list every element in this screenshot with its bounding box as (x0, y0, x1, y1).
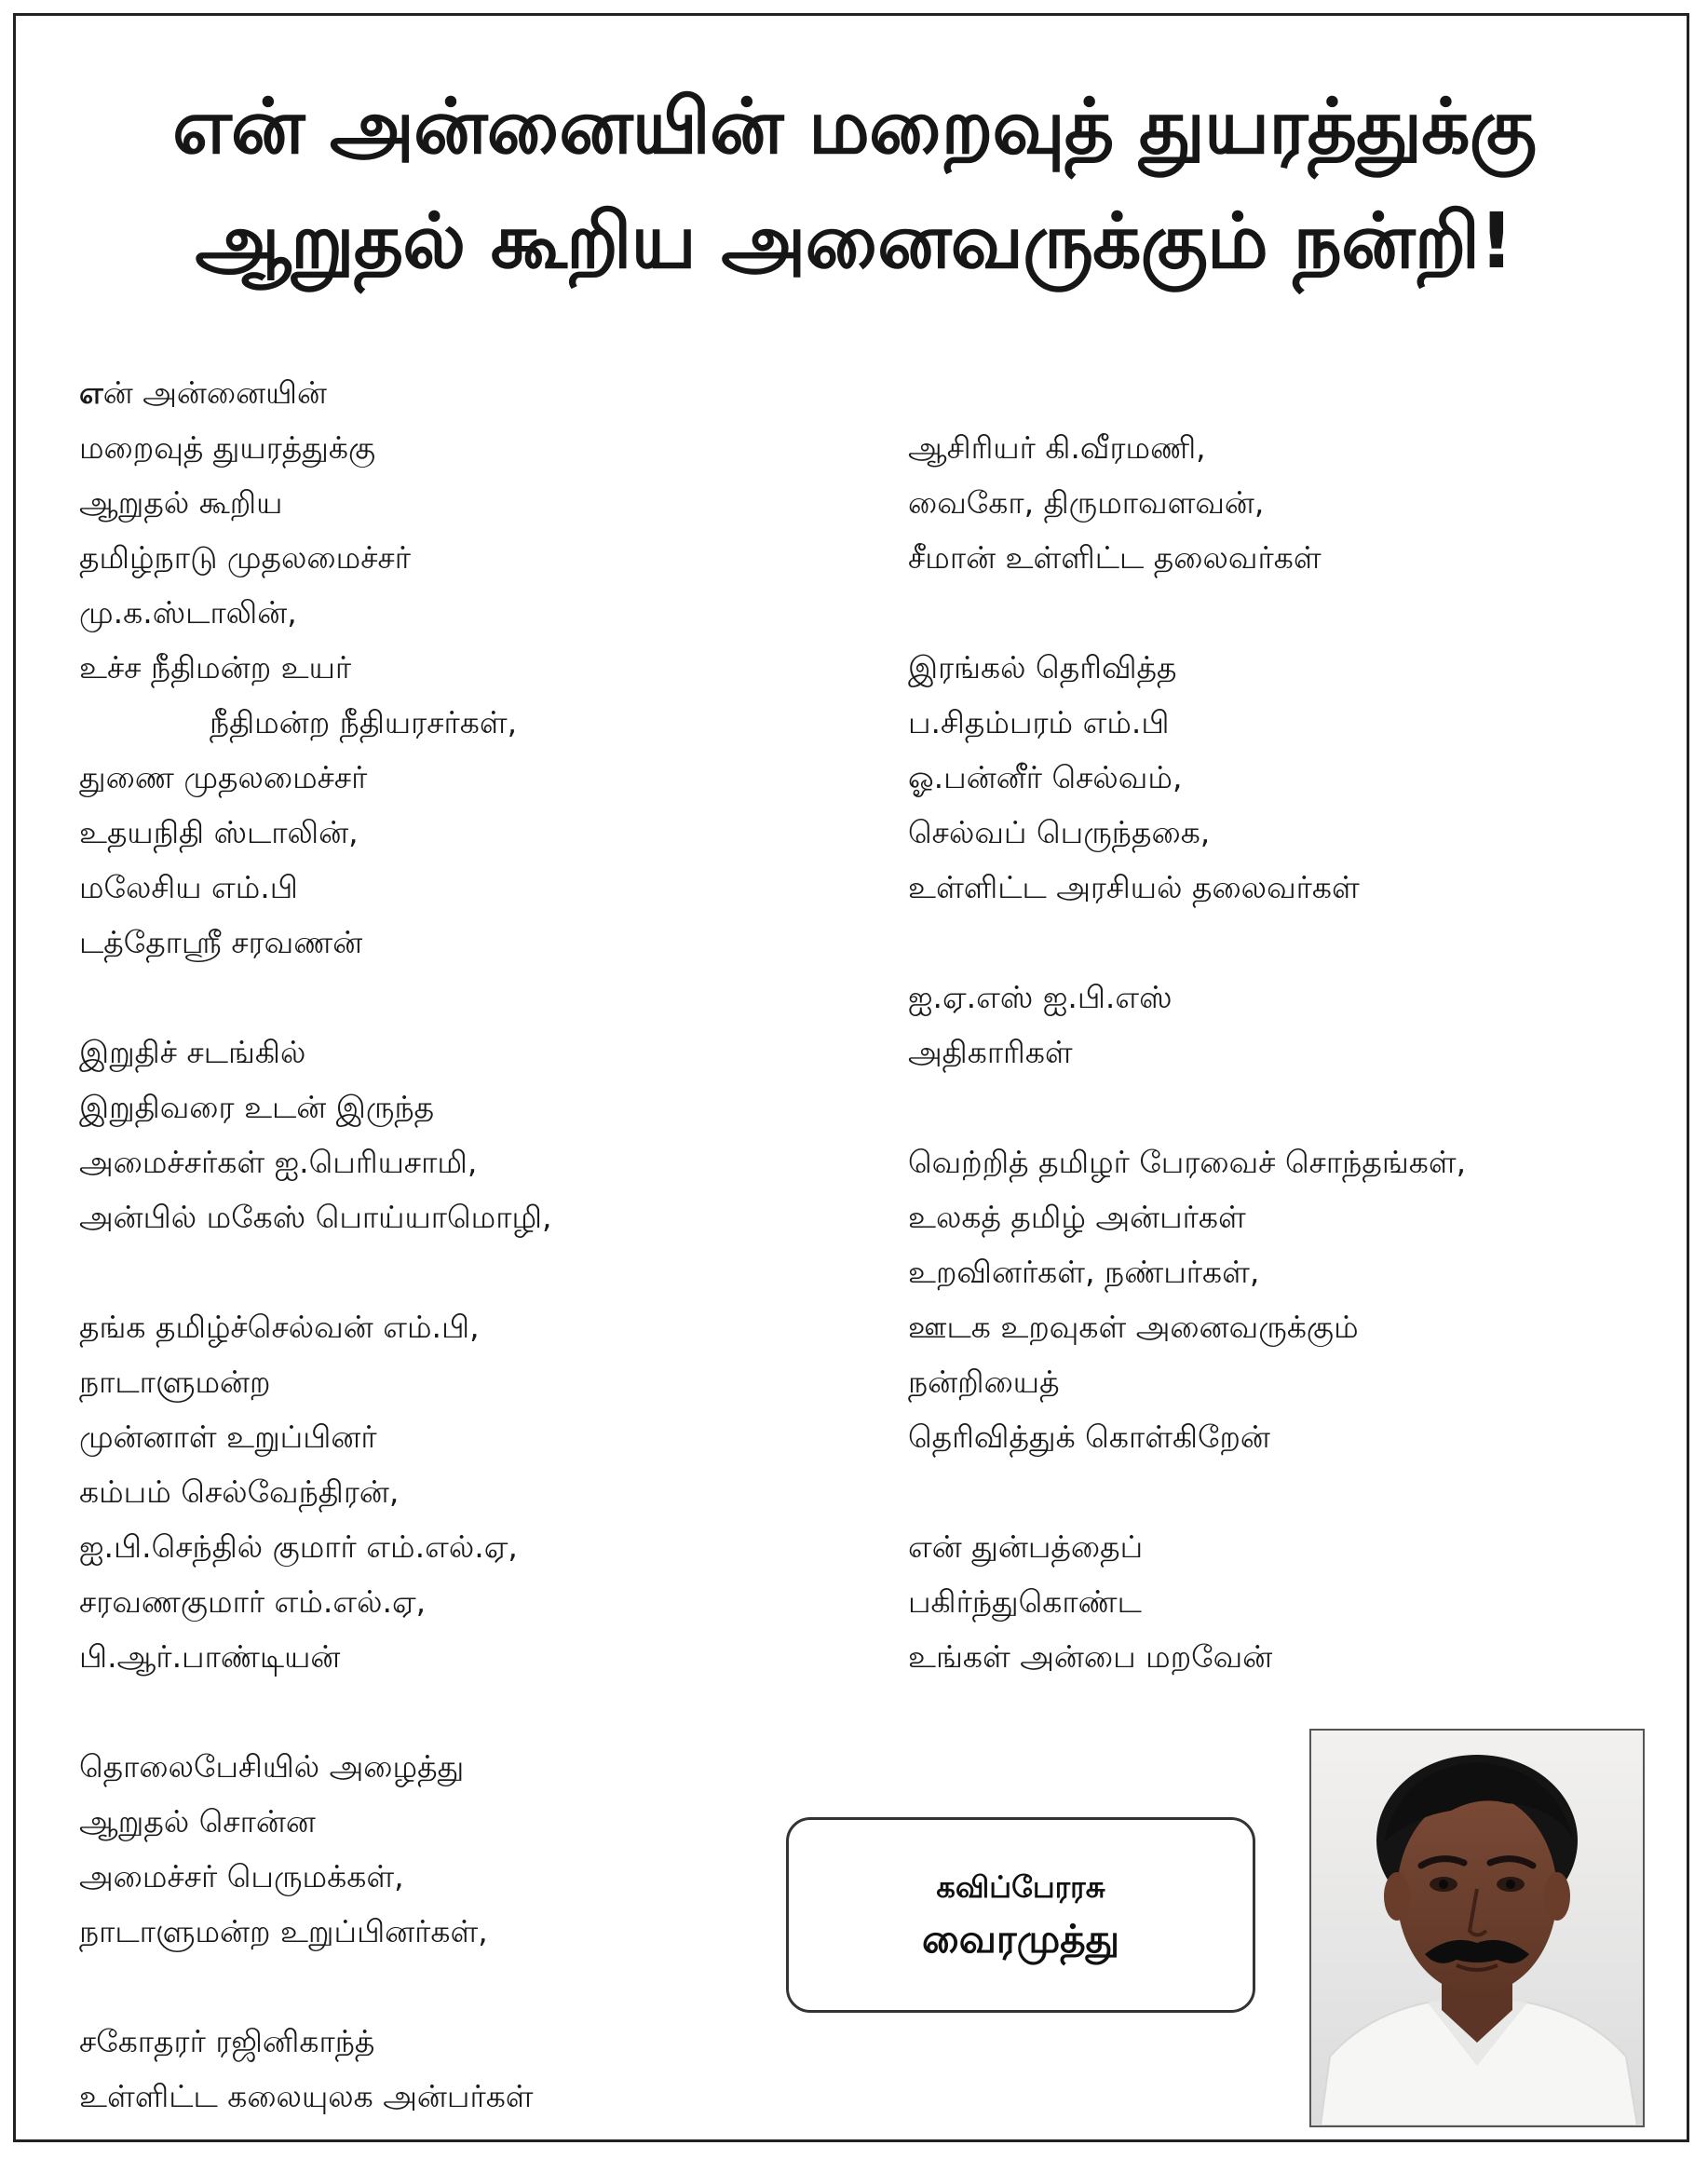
right-line (908, 1025, 1466, 1080)
signature-name: வைரமுத்து (921, 1916, 1120, 1962)
right-line (908, 695, 1466, 750)
line-text: நாடாளுமன்ற (79, 1364, 271, 1400)
spacer (908, 1080, 1466, 1134)
right-line (908, 1629, 1466, 1684)
left-line (79, 805, 551, 860)
line-text: டத்தோஸ்ரீ சரவணன் (79, 924, 363, 960)
signature-title: கவிப்பேரரசு (936, 1869, 1105, 1905)
line-text: தங்க தமிழ்ச்செல்வன் எம்.பி, (79, 1309, 480, 1345)
line-text: தொலைபேசியில் அழைத்து (79, 1748, 465, 1785)
left-line (79, 1189, 551, 1244)
line-text: பி.ஆர்.பாண்டியன் (79, 1638, 341, 1675)
right-line (908, 420, 1466, 475)
right-line (908, 860, 1466, 915)
left-line (79, 585, 551, 640)
spacer (79, 1959, 551, 2014)
left-line (79, 1080, 551, 1134)
left-line (79, 1519, 551, 1574)
line-text: உச்ச நீதிமன்ற உயர் (79, 649, 352, 686)
line-text: உள்ளிட்ட கலையுலக அன்பர்கள் (79, 2078, 534, 2114)
left-line (79, 695, 551, 750)
line-text: இறுதிவரை உடன் இருந்த (79, 1089, 435, 1125)
left-line (79, 1849, 551, 1904)
spacer (79, 1684, 551, 1739)
left-line (79, 915, 551, 970)
headline-line-1: என் அன்னையின் மறைவுத் துயரத்துக்கு (171, 83, 1536, 171)
line-text: ஆறுதல் சொன்ன (79, 1803, 316, 1840)
line-text: உலகத் தமிழ் அன்பர்கள் (908, 1199, 1246, 1235)
line-text: சரவணகுமார் எம்.எல்.ஏ, (79, 1583, 427, 1620)
line-text: தமிழ்நாடு முதலமைச்சர் (79, 539, 411, 576)
left-line (79, 1574, 551, 1629)
left-line (79, 1794, 551, 1849)
spacer (908, 1464, 1466, 1519)
right-line (908, 750, 1466, 805)
line-text: பகிர்ந்துகொண்ட (908, 1583, 1142, 1620)
right-line (908, 1574, 1466, 1629)
left-line (79, 1629, 551, 1684)
spacer (908, 585, 1466, 640)
right-line (908, 1189, 1466, 1244)
line-text: ஐ.பி.செந்தில் குமார் எம்.எல்.ஏ, (79, 1528, 518, 1565)
right-line (908, 1299, 1466, 1354)
line-text: ஐ.ஏ.எஸ் ஐ.பி.எஸ் (908, 979, 1173, 1015)
line-text: அன்பில் மகேஸ் பொய்யாமொழி, (79, 1199, 552, 1235)
line-text: உறவினர்கள், நண்பர்கள், (908, 1254, 1260, 1290)
line-text: சகோதரர் ரஜினிகாந்த் (79, 2023, 375, 2059)
lead-letter: எ (79, 374, 103, 411)
left-line (79, 750, 551, 805)
left-line (79, 1464, 551, 1519)
left-line (79, 1409, 551, 1464)
line-text: சீமான் உள்ளிட்ட தலைவர்கள் (908, 539, 1322, 576)
line-text: ன் அன்னையின் (102, 374, 328, 411)
line-text: கம்பம் செல்வேந்திரன், (79, 1473, 400, 1510)
line-text: நன்றியைத் (908, 1364, 1060, 1400)
line-text: ஆறுதல் கூறிய (79, 484, 283, 521)
left-line (79, 1025, 551, 1080)
spacer (908, 915, 1466, 970)
right-column-thanks-list (908, 420, 1466, 1684)
line-text: மு.க.ஸ்டாலின், (79, 594, 297, 631)
line-text: நாடாளுமன்ற உறுப்பினர்கள், (79, 1913, 488, 1949)
left-line (79, 640, 551, 695)
line-text: முன்னாள் உறுப்பினர் (79, 1419, 377, 1455)
right-line (908, 530, 1466, 585)
line-text: ஊடக உறவுகள் அனைவருக்கும் (908, 1309, 1359, 1345)
right-line (908, 1409, 1466, 1464)
left-line (79, 1739, 551, 1794)
spacer (79, 1244, 551, 1299)
left-line (79, 2069, 551, 2124)
spacer (79, 970, 551, 1025)
line-text: இரங்கல் தெரிவித்த (908, 649, 1177, 686)
line-text: ஓ.பன்னீர் செல்வம், (908, 759, 1183, 795)
left-line (79, 2014, 551, 2069)
line-text: அமைச்சர் பெருமக்கள், (79, 1858, 404, 1894)
line-text: வெற்றித் தமிழர் பேரவைச் சொந்தங்கள், (908, 1144, 1467, 1180)
line-text: என் துன்பத்தைப் (908, 1528, 1144, 1565)
left-line (79, 530, 551, 585)
line-text: அதிகாரிகள் (908, 1034, 1073, 1070)
left-line (79, 420, 551, 475)
line-text: துணை முதலமைச்சர் (79, 759, 368, 795)
line-text: செல்வப் பெருந்தகை, (908, 814, 1211, 850)
line-text: உதயநிதி ஸ்டாலின், (79, 814, 359, 850)
signature-box (786, 1817, 1255, 2013)
left-line (79, 1299, 551, 1354)
portrait-illustration (1311, 1731, 1643, 2125)
line-text: உங்கள் அன்பை மறவேன் (908, 1638, 1273, 1675)
right-line (908, 1354, 1466, 1409)
right-line (908, 970, 1466, 1025)
line-text: ஆசிரியர் கி.வீரமணி, (908, 429, 1206, 466)
line-text: உள்ளிட்ட அரசியல் தலைவர்கள் (908, 869, 1360, 905)
left-line (79, 475, 551, 530)
right-line (908, 1244, 1466, 1299)
left-line (79, 1354, 551, 1409)
left-column-thanks-list (79, 365, 551, 2124)
line-text: வைகோ, திருமாவளவன், (908, 484, 1265, 521)
left-line (79, 1904, 551, 1959)
right-line (908, 805, 1466, 860)
headline-line-2: ஆறுதல் கூறிய அனைவருக்கும் நன்றி! (195, 197, 1513, 286)
left-line (79, 1134, 551, 1189)
left-line (79, 860, 551, 915)
right-line (908, 1519, 1466, 1574)
line-text: ப.சிதம்பரம் எம்.பி (908, 704, 1170, 740)
line-text: நீதிமன்ற நீதியரசர்கள், (210, 704, 518, 740)
right-line (908, 1134, 1466, 1189)
left-line (79, 365, 551, 420)
line-text: மலேசிய எம்.பி (79, 869, 298, 905)
line-text: அமைச்சர்கள் ஐ.பெரியசாமி, (79, 1144, 478, 1180)
right-line (908, 640, 1466, 695)
author-portrait-photo (1309, 1729, 1645, 2127)
line-text: இறுதிச் சடங்கில் (79, 1034, 306, 1070)
right-line (908, 475, 1466, 530)
line-text: தெரிவித்துக் கொள்கிறேன் (908, 1419, 1270, 1455)
line-text: மறைவுத் துயரத்துக்கு (79, 429, 376, 466)
